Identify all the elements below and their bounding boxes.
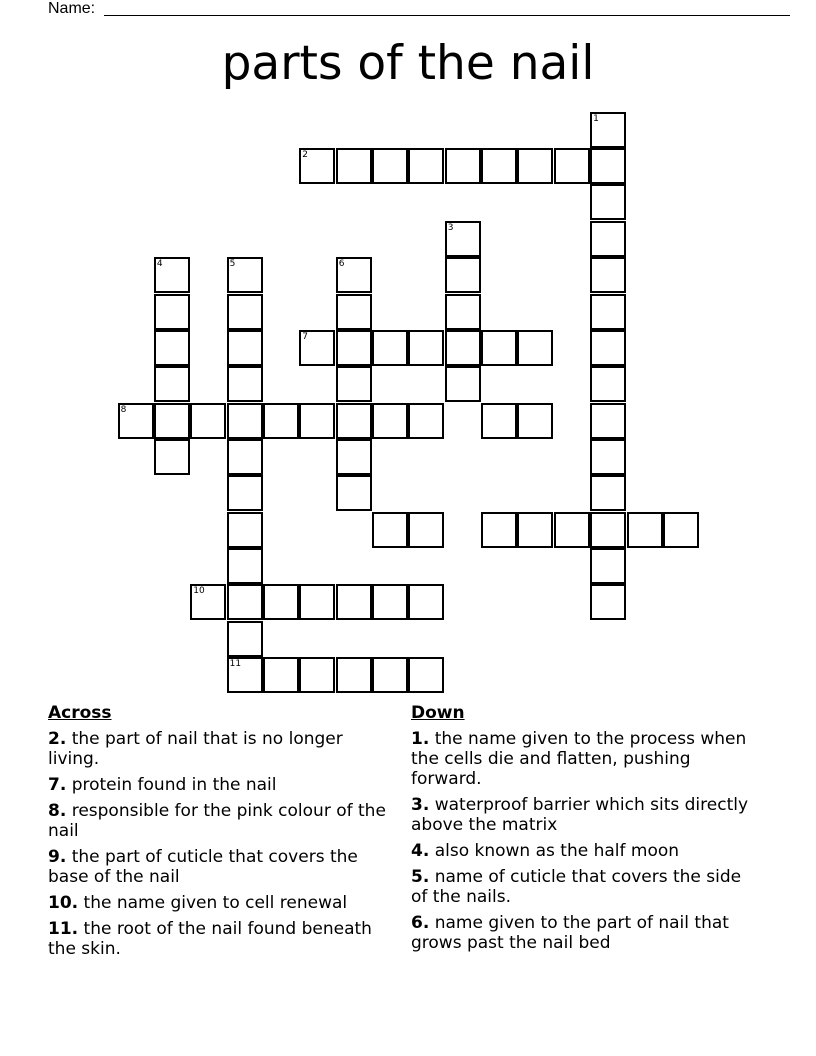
- clue-down-1: [411, 729, 756, 789]
- clue-down-3: [411, 795, 756, 835]
- grid-cell[interactable]: [627, 512, 663, 548]
- cell-number: 1: [593, 113, 599, 124]
- grid-cell[interactable]: [663, 512, 699, 548]
- clue-text: the part of cuticle that covers the base of the nail: [48, 847, 358, 887]
- grid-cell[interactable]: [299, 330, 335, 366]
- grid-cell[interactable]: [590, 584, 626, 620]
- clue-number: 1.: [411, 729, 430, 749]
- grid-cell[interactable]: [408, 584, 444, 620]
- grid-cell[interactable]: [263, 584, 299, 620]
- grid-cell[interactable]: [154, 330, 190, 366]
- clue-across-8: [48, 801, 393, 841]
- grid-cell[interactable]: [445, 366, 481, 402]
- clue-text: the part of nail that is no longer living.: [48, 729, 343, 769]
- grid-cell[interactable]: [481, 148, 517, 184]
- clue-number: 6.: [411, 913, 430, 933]
- grid-cell[interactable]: [408, 148, 444, 184]
- grid-cell[interactable]: [590, 330, 626, 366]
- down-clues: [411, 702, 756, 959]
- across-heading: Across: [48, 703, 112, 723]
- grid-cell[interactable]: [590, 439, 626, 475]
- grid-cell[interactable]: [590, 548, 626, 584]
- clue-text: protein found in the nail: [71, 775, 277, 795]
- grid-cell[interactable]: [554, 512, 590, 548]
- clue-text: waterproof barrier which sits directly above the matrix: [411, 795, 749, 835]
- grid-cell[interactable]: [227, 439, 263, 475]
- clue-number: 4.: [411, 841, 430, 861]
- grid-cell[interactable]: [517, 148, 553, 184]
- cell-number: 5: [229, 259, 236, 270]
- grid-cell[interactable]: [408, 657, 444, 693]
- grid-cell[interactable]: [227, 621, 263, 657]
- grid-cell[interactable]: [517, 330, 553, 366]
- grid-cell[interactable]: [372, 403, 408, 439]
- grid-cell[interactable]: [154, 294, 190, 330]
- grid-cell[interactable]: [299, 148, 335, 184]
- grid-cell[interactable]: [372, 657, 408, 693]
- grid-cell[interactable]: [227, 584, 263, 620]
- grid-cell[interactable]: [372, 512, 408, 548]
- grid-cell[interactable]: [299, 657, 335, 693]
- clue-down-5: [411, 867, 756, 907]
- page-title: parts of the nail: [221, 36, 595, 91]
- cell-number: 2: [302, 150, 309, 161]
- clue-text: also known as the half moon: [434, 841, 680, 861]
- grid-cell[interactable]: [336, 257, 372, 293]
- clue-text: name given to the part of nail that grows past the nail bed: [411, 913, 729, 953]
- grid-cell[interactable]: [299, 403, 335, 439]
- clue-down-6: [411, 913, 756, 953]
- cell-number: 4: [156, 259, 163, 270]
- grid-cell[interactable]: [372, 330, 408, 366]
- grid-cell[interactable]: [517, 512, 553, 548]
- grid-cell[interactable]: [445, 294, 481, 330]
- grid-cell[interactable]: [227, 294, 263, 330]
- grid-cell[interactable]: [408, 403, 444, 439]
- grid-cell[interactable]: [481, 512, 517, 548]
- grid-cell[interactable]: [154, 439, 190, 475]
- grid-cell[interactable]: [590, 512, 626, 548]
- grid-cell[interactable]: [154, 257, 190, 293]
- cell-number: 11: [229, 659, 242, 669]
- grid-cell[interactable]: [263, 403, 299, 439]
- clue-text: the name given to the process when the cells die and flatten, pushing forward.: [411, 729, 747, 789]
- grid-cell[interactable]: [227, 475, 263, 511]
- clue-down-4: [411, 841, 756, 861]
- grid-cell[interactable]: [336, 403, 372, 439]
- grid-cell[interactable]: [336, 584, 372, 620]
- grid-cell[interactable]: [227, 330, 263, 366]
- cell-number: 7: [302, 331, 309, 342]
- grid-cell[interactable]: [227, 657, 263, 693]
- grid-cell[interactable]: [336, 657, 372, 693]
- grid-cell[interactable]: [445, 257, 481, 293]
- grid-cell[interactable]: [336, 439, 372, 475]
- grid-cell[interactable]: [118, 403, 154, 439]
- grid-cell[interactable]: [590, 257, 626, 293]
- grid-cell[interactable]: [372, 148, 408, 184]
- grid-cell[interactable]: [336, 475, 372, 511]
- clue-number: 5.: [411, 867, 430, 887]
- grid-cell[interactable]: [408, 330, 444, 366]
- grid-cell[interactable]: [590, 221, 626, 257]
- grid-cell[interactable]: [336, 366, 372, 402]
- grid-cell[interactable]: [227, 366, 263, 402]
- clue-number: 3.: [411, 795, 430, 815]
- clue-number: 7.: [48, 775, 67, 795]
- grid-cell[interactable]: [227, 257, 263, 293]
- grid-cell[interactable]: [336, 148, 372, 184]
- grid-cell[interactable]: [590, 475, 626, 511]
- grid-cell[interactable]: [481, 403, 517, 439]
- clue-text: the name given to cell renewal: [83, 893, 348, 913]
- grid-cell[interactable]: [481, 330, 517, 366]
- grid-cell[interactable]: [227, 548, 263, 584]
- grid-cell[interactable]: [336, 330, 372, 366]
- cell-number: 3: [447, 222, 454, 233]
- clue-number: 2.: [48, 729, 67, 749]
- grid-cell[interactable]: [590, 366, 626, 402]
- grid-cell[interactable]: [517, 403, 553, 439]
- clue-text: the root of the nail found beneath the skin.: [48, 919, 372, 959]
- clue-across-2: [48, 729, 393, 769]
- clue-across-10: [48, 893, 393, 913]
- grid-cell[interactable]: [408, 512, 444, 548]
- grid-cell[interactable]: [590, 112, 626, 148]
- clue-number: 8.: [48, 801, 67, 821]
- grid-cell[interactable]: [336, 294, 372, 330]
- clue-text: responsible for the pink colour of the nail: [48, 801, 386, 841]
- grid-cell[interactable]: [590, 403, 626, 439]
- clue-across-7: [48, 775, 393, 795]
- cell-number: 10: [193, 586, 205, 597]
- clue-number: 11.: [48, 919, 79, 939]
- grid-cell[interactable]: [445, 221, 481, 257]
- grid-cell[interactable]: [154, 403, 190, 439]
- clue-number: 9.: [48, 847, 67, 867]
- clue-number: 10.: [48, 893, 79, 913]
- grid-cell[interactable]: [263, 657, 299, 693]
- grid-cell[interactable]: [154, 366, 190, 402]
- cell-number: 6: [338, 259, 345, 270]
- clue-across-9: [48, 847, 393, 887]
- grid-cell[interactable]: [372, 584, 408, 620]
- cell-number: 8: [120, 404, 127, 415]
- down-heading: Down: [411, 703, 465, 723]
- grid-cell[interactable]: [299, 584, 335, 620]
- grid-cell[interactable]: [590, 184, 626, 220]
- grid-cell[interactable]: [227, 512, 263, 548]
- name-label: Name:: [48, 0, 96, 17]
- grid-cell[interactable]: [590, 294, 626, 330]
- across-clues: [48, 702, 393, 965]
- grid-cell[interactable]: [227, 403, 263, 439]
- clue-text: name of cuticle that covers the side of the nails.: [411, 867, 742, 907]
- grid-cell[interactable]: [445, 148, 481, 184]
- grid-cell[interactable]: [445, 330, 481, 366]
- grid-cell[interactable]: [190, 403, 226, 439]
- grid-cell[interactable]: [590, 148, 626, 184]
- grid-cell[interactable]: [190, 584, 226, 620]
- clue-across-11: [48, 919, 393, 959]
- grid-cell[interactable]: [554, 148, 590, 184]
